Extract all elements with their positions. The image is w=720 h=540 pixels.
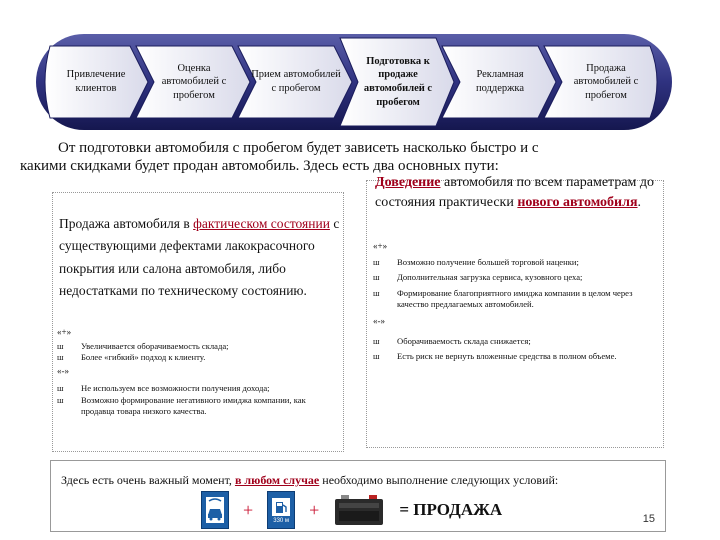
as-is-text-1: Продажа автомобиля в bbox=[59, 216, 194, 231]
refurbish-pros-cons bbox=[373, 239, 661, 363]
step-advertising: Рекламная поддержка bbox=[475, 69, 525, 94]
refurbish-text-2: . bbox=[637, 195, 642, 211]
step-acceptance: Прием автомобилей с пробегом bbox=[251, 69, 341, 94]
refurbish-underlined-1: Доведение bbox=[375, 175, 441, 190]
list-item: ш Увеличивается оборачиваемость склада; bbox=[57, 340, 229, 351]
option-refurbish-panel bbox=[366, 175, 664, 448]
intro-text bbox=[20, 140, 710, 175]
refurbish-underlined-2: нового автомобиля bbox=[517, 195, 638, 211]
list-item: ш Есть риск не вернуть вложенные средства в полном объеме. bbox=[373, 351, 617, 362]
intro-line-1: От подготовки автомобиля с пробегом будет зависеть насколько быстро и с bbox=[58, 140, 539, 156]
refurbish-plus-label: «+» bbox=[373, 241, 388, 251]
step-sale: Продажа автомобилей с пробегом bbox=[573, 62, 639, 101]
conditions-text: Здесь есть очень важный момент, в любом случае необходимо выполнение следующих условий: bbox=[61, 473, 559, 487]
option-as-is-panel bbox=[52, 192, 344, 452]
refurbish-minus-label: «-» bbox=[373, 316, 385, 327]
conditions-formula bbox=[201, 491, 502, 529]
list-item: ш Более «гибкий» подход к клиенту. bbox=[57, 352, 206, 363]
as-is-plus-label: «+» bbox=[57, 327, 72, 337]
list-item: ш Оборачиваемость склада снижается; bbox=[373, 336, 531, 347]
step-preparation: Подготовка к продаже автомобилей с пробегом bbox=[363, 55, 433, 108]
as-is-minus-label: «-» bbox=[57, 365, 69, 376]
refurbish-text-1: автомобиля по всем параметрам до состояния практически bbox=[375, 175, 655, 211]
list-item: ш Дополнительная загрузка сервиса, кузовного цеха; bbox=[373, 272, 583, 283]
list-item: ш Формирование благоприятного имиджа компании в целом через качество предлагаемых автомобилей. bbox=[373, 287, 633, 309]
plus-sign-2: + bbox=[309, 499, 320, 520]
fuel-station-icon bbox=[267, 491, 295, 529]
result-sale: = ПРОДАЖА bbox=[399, 500, 503, 519]
list-item: ш Возможно получение большей торговой наценки; bbox=[373, 256, 579, 267]
page-number: 15 bbox=[642, 513, 655, 525]
step-attract-clients: Привлечение клиентов bbox=[66, 69, 126, 94]
process-strip bbox=[36, 34, 672, 130]
fuel-distance-label: 330 м bbox=[273, 518, 290, 524]
as-is-text-2: с существующими дефектами лакокрасочного покрытия или салона автомобиля, либо недостатками по техническому состоянию. bbox=[59, 216, 340, 298]
conditions-underlined: в любом случае bbox=[234, 473, 320, 487]
refurbish-description bbox=[375, 173, 661, 214]
car-battery-icon bbox=[333, 495, 385, 525]
step-evaluation: Оценка автомобилей с пробегом bbox=[161, 62, 227, 101]
list-item: ш Не используем все возможности получения дохода; bbox=[57, 383, 270, 394]
as-is-description bbox=[59, 213, 341, 302]
as-is-underlined: фактическом состоянии bbox=[193, 216, 330, 231]
list-item: ш Возможно формирование негативного имиджа компании, как продавца товара низкого качества. bbox=[57, 394, 306, 417]
plus-sign-1: + bbox=[243, 499, 254, 520]
conditions-box bbox=[50, 460, 666, 532]
as-is-pros-cons bbox=[57, 325, 341, 417]
car-wash-icon bbox=[201, 491, 229, 529]
intro-line-2: какими скидками будет продан автомобиль. Здесь есть два основных пути: bbox=[20, 157, 499, 174]
